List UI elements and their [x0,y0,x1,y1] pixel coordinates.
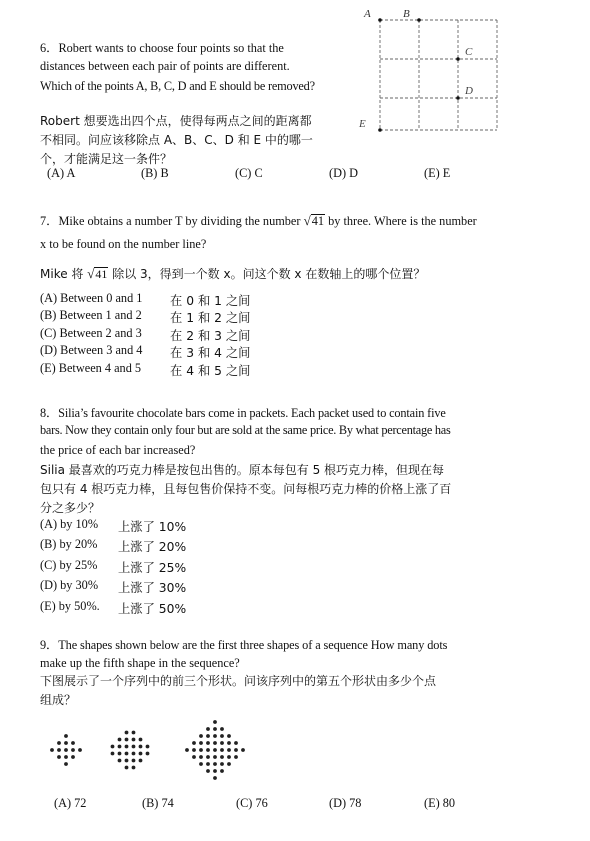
dot [213,762,217,766]
q7-zh-sqrt: √41 [87,266,108,281]
q7-option-c[interactable]: (C) Between 2 and 3 [40,326,142,340]
dot [220,762,224,766]
dot [206,734,210,738]
q8-option-d[interactable]: (D) by 30% [40,578,99,592]
label-b: B [403,8,410,20]
dot [206,755,210,759]
q9-en-line-1: 9．The shapes shown below are the first three shapes of a sequence How many dots [40,638,448,652]
q6-en-line-1: 6．Robert wants to choose four points so that the [40,41,284,55]
dot [64,755,68,759]
dot [206,727,210,731]
dot [71,741,75,745]
q9-zh-line-1: 下图展示了一个序列中的前三个形状。问该序列中的第五个形状由多少个点 [40,674,437,688]
label-d: D [465,85,473,97]
dot [132,731,136,735]
dot [206,769,210,773]
dot [199,741,203,745]
dot [234,748,238,752]
dot [118,752,122,756]
dot [139,745,143,749]
q8-option-d-zh: 上涨了 30% [118,581,187,595]
q9-option-b[interactable]: (B) 74 [142,796,174,810]
q6-zh-line-1: Robert 想要选出四个点，使得每两点之间的距离都 [40,114,312,128]
dot [125,738,129,742]
q9-number: 9． [40,638,59,652]
q7-option-c-zh: 在 2 和 3 之间 [170,329,251,343]
q7-option-d-zh: 在 3 和 4 之间 [170,346,251,360]
dot [206,748,210,752]
dot [241,748,245,752]
q8-zh-line-1: Silia 最喜欢的巧克力棒是按包出售的。原本每包有 5 根巧克力棒，但现在每 [40,463,445,477]
q7-option-d[interactable]: (D) Between 3 and 4 [40,343,143,357]
q9-option-a[interactable]: (A) 72 [54,796,87,810]
q7-sqrt: √41 [303,213,325,228]
dot [227,741,231,745]
q7-number: 7． [40,214,59,228]
label-e: E [359,118,366,130]
dot [227,762,231,766]
q8-option-b-zh: 上涨了 20% [118,540,187,554]
dot [227,755,231,759]
dot [234,741,238,745]
dot [199,734,203,738]
q9-shape-1 [50,734,82,766]
dot [213,755,217,759]
q6-option-b[interactable]: (B) B [141,166,169,180]
dot [132,738,136,742]
dot [220,755,224,759]
dot [199,748,203,752]
dot [139,759,143,763]
dot [50,748,54,752]
q7-option-a-zh: 在 0 和 1 之间 [170,294,251,308]
q8-zh-line-3: 分之多少？ [40,501,101,515]
q9-option-d[interactable]: (D) 78 [329,796,362,810]
q6-zh-line-3: 个，才能满足这一条件？ [40,152,173,166]
dot [71,748,75,752]
dot [185,748,189,752]
dot [220,727,224,731]
q9-en-line-2: make up the fifth shape in the sequence? [40,656,240,670]
q8-option-c[interactable]: (C) by 25% [40,558,98,572]
q8-option-e-zh: 上涨了 50% [118,602,187,616]
q9-option-e[interactable]: (E) 80 [424,796,456,810]
dot [64,748,68,752]
q6-zh-line-2: 不相同。问应该移除点 A、B、C、D 和 E 中的哪一 [40,133,313,147]
dot [125,731,129,735]
q6-option-d[interactable]: (D) D [329,166,359,180]
dot [111,745,115,749]
q6-option-c[interactable]: (C) C [235,166,263,180]
q9-option-c[interactable]: (C) 76 [236,796,268,810]
q7-zh-line: Mike 将 √41 除以 3，得到一个数 x。问这个数 x 在数轴上的哪个位置？ [40,266,426,281]
point-a-dot [378,18,382,22]
dot [111,752,115,756]
q7-option-e-zh: 在 4 和 5 之间 [170,364,251,378]
dot [57,755,61,759]
dot [118,745,122,749]
q8-option-b[interactable]: (B) by 20% [40,537,98,551]
point-b-dot [417,18,421,22]
q7-en-line-1: 7．Mike obtains a number T by dividing the number √41 by three. Where is the number [40,213,477,228]
dot [139,752,143,756]
q7-option-e[interactable]: (E) Between 4 and 5 [40,361,142,375]
dot [192,741,196,745]
q6-option-a[interactable]: (A) A [47,166,76,180]
dot [220,734,224,738]
dot [227,734,231,738]
point-e-dot [378,128,382,132]
dot [125,759,129,763]
dot [71,755,75,759]
q6-grid-figure [355,4,505,136]
q7-option-b[interactable]: (B) Between 1 and 2 [40,308,142,322]
dot [125,745,129,749]
dot [132,759,136,763]
dot [220,769,224,773]
dot [213,734,217,738]
q8-zh-line-2: 包只有 4 根巧克力棒，且每包售价保持不变。问每根巧克力棒的价格上涨了百 [40,482,452,496]
dot [206,741,210,745]
label-c: C [465,46,473,58]
q9-shape-2 [111,731,150,770]
label-a: A [364,8,371,20]
dot [118,738,122,742]
dot [132,745,136,749]
dot [118,759,122,763]
dot [57,741,61,745]
q9-zh-line-2: 组成？ [40,693,77,707]
dot [64,734,68,738]
dot [213,741,217,745]
q7-option-b-zh: 在 1 和 2 之间 [170,311,251,325]
dot [213,727,217,731]
q8-en-line-1: 8．Silia’s favourite chocolate bars come in packets. Each packet used to contain five [40,406,446,420]
q8-en-line-2: bars. Now they contain only four but are sold at the same price. By what percentage has [40,423,451,437]
dot [146,745,150,749]
dot [57,748,61,752]
q6-number: 6． [40,41,59,55]
dot [199,755,203,759]
dot [125,752,129,756]
q9-shape-3 [185,720,245,780]
q9-dot-shapes-figure [40,712,260,792]
dot [199,762,203,766]
q6-option-e[interactable]: (E) E [424,166,451,180]
q8-option-a-zh: 上涨了 10% [118,520,187,534]
q6-en-line-3: Which of the points A, B, C, D and E should be removed? [40,79,315,93]
dot [125,766,129,770]
dot [213,748,217,752]
q8-number: 8． [40,406,59,420]
q6-en-line-2: distances between each pair of points are different. [40,59,290,73]
dot [213,769,217,773]
dot [64,762,68,766]
dot [213,776,217,780]
q8-option-a[interactable]: (A) by 10% [40,517,99,531]
q7-en-line-2: x to be found on the number line? [40,237,207,251]
point-c-dot [456,57,460,61]
dot [213,720,217,724]
dot [78,748,82,752]
point-d-dot [456,96,460,100]
dot [234,755,238,759]
q8-en-line-3: the price of each bar increased? [40,443,196,457]
dot [192,755,196,759]
dot [227,748,231,752]
q7-option-a[interactable]: (A) Between 0 and 1 [40,291,143,305]
dot [132,752,136,756]
dot [220,748,224,752]
dot [132,766,136,770]
dot [64,741,68,745]
dot [139,738,143,742]
dot [146,752,150,756]
dot [220,741,224,745]
dot [192,748,196,752]
q8-option-e[interactable]: (E) by 50%. [40,599,100,613]
dot [206,762,210,766]
q8-option-c-zh: 上涨了 25% [118,561,187,575]
